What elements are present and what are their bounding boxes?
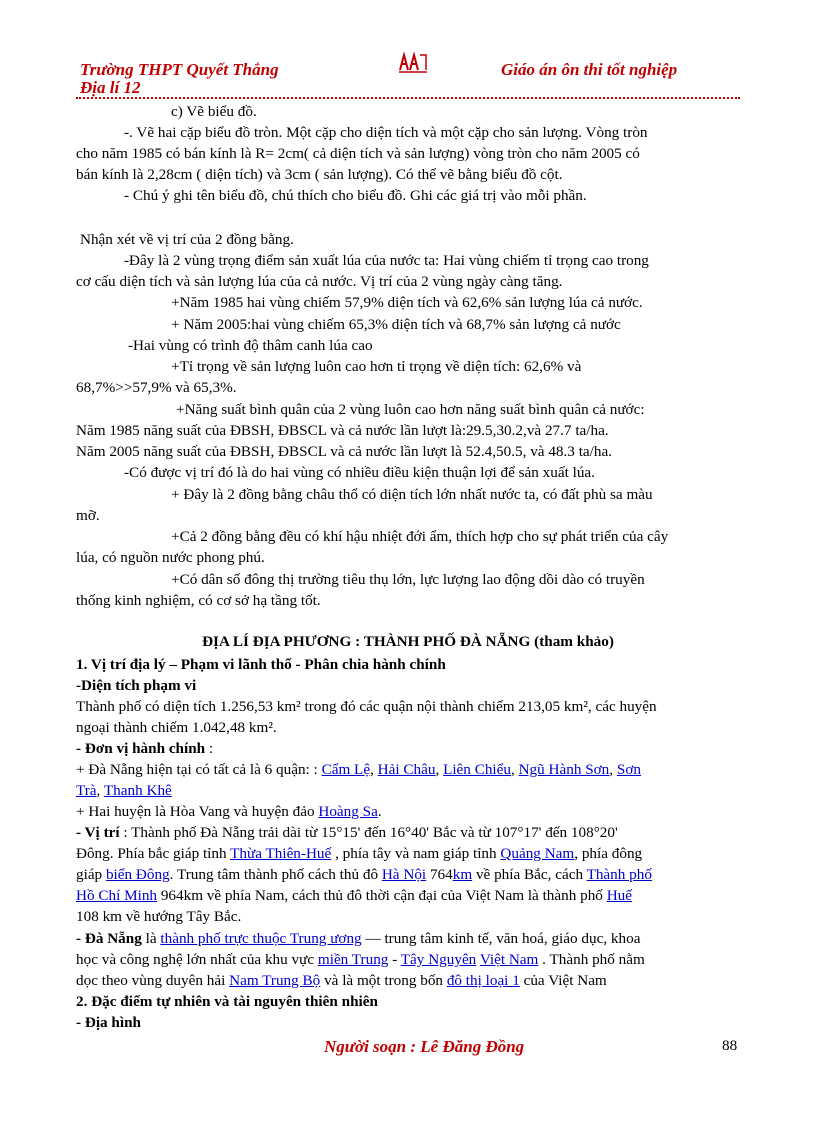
link-hue[interactable]: Huế (606, 887, 633, 904)
text-line: +Cả 2 đồng bằng đều có khí hậu nhiệt đới ẩm, thích hợp cho sự phát triển của cây (171, 528, 669, 545)
link-ha-noi[interactable]: Hà Nội (381, 866, 427, 883)
link-cam-le[interactable]: Cẩm Lệ (321, 761, 371, 778)
text-line: thống kinh nghiệm, có cơ sở hạ tầng tốt. (76, 592, 321, 609)
text-line: lúa, có nguồn nước phong phú. (76, 549, 265, 566)
link-thanh-pho-truc-thuoc[interactable]: thành phố trực thuộc Trung ương (160, 930, 362, 947)
text-line: Thành phố có diện tích 1.256,53 km² trong đó các quận nội thành chiếm 213,05 km², các huyện (76, 698, 657, 715)
text-line: 68,7%>>57,9% và 65,3%. (76, 379, 237, 396)
link-do-thi-loai-1[interactable]: đô thị loại 1 (446, 972, 520, 989)
location-line-3: giáp biển Đông. Trung tâm thành phố cách thủ đô Hà Nội 764km về phía Bắc, cách Thành phố (76, 866, 652, 883)
book-logo-icon (398, 52, 428, 74)
heading-1: 1. Vị trí địa lý – Phạm vi lãnh thổ - Phân chia hành chính (76, 656, 446, 673)
link-km[interactable]: km (452, 866, 473, 883)
section-title: ĐỊA LÍ ĐỊA PHƯƠNG : THÀNH PHỐ ĐÀ NẴNG (tham khảo) (202, 633, 614, 650)
districts-line-2: Trà, Thanh Khê (76, 782, 172, 799)
link-quang-nam[interactable]: Quảng Nam (500, 845, 575, 862)
link-hai-chau[interactable]: Hải Châu (377, 761, 436, 778)
link-ngu-hanh-son[interactable]: Ngũ Hành Sơn (518, 761, 610, 778)
counties-line: + Hai huyện là Hòa Vang và huyện đảo Hoàng Sa. (76, 803, 382, 820)
districts-line: + Đà Nẵng hiện tại có tất cả là 6 quận: : Cẩm Lệ, Hải Châu, Liên Chiểu, Ngũ Hành Sơn, Sơn (76, 761, 641, 778)
text-line: Năm 2005 năng suất của ĐBSH, ĐBSCL và cả nước lần lượt là 52.4,50.5, và 48.3 ta/ha. (76, 443, 613, 460)
link-son-tra[interactable]: Sơn (616, 761, 641, 778)
text-line: +Có dân số đông thị trường tiêu thụ lớn, lực lượng lao động dồi dào có truyền (171, 571, 645, 588)
link-mien-trung[interactable]: miền Trung (317, 951, 389, 968)
link-nam-trung-bo[interactable]: Nam Trung Bộ (229, 972, 321, 989)
header-divider (76, 97, 740, 99)
text-line: - Chú ý ghi tên biểu đồ, chú thích cho biểu đồ. Ghi các giá trị vào mỗi phần. (124, 187, 587, 204)
text-line: bán kính là 2,28cm ( diện tích) và 3cm ( sản lượng). Có thể vẽ bằng biểu đồ cột. (76, 166, 563, 183)
location-line-2: Đông. Phía bắc giáp tỉnh Thừa Thiên-Huế , phía tây và nam giáp tỉnh Quảng Nam, phía đông (76, 845, 643, 862)
location-line-4: Hồ Chí Minh 964km về phía Nam, cách thủ đô thời cận đại của Việt Nam là thành phố Huế (76, 887, 633, 904)
text-line: -Có được vị trí đó là do hai vùng có nhiều điều kiện thuận lợi để sản xuất lúa. (124, 464, 595, 481)
link-ho-chi-minh[interactable]: Hồ Chí Minh (76, 887, 158, 904)
location-line: - Vị trí : Thành phố Đà Nẵng trải dài từ 15°15' đến 16°40' Bắc và từ 107°17' đến 108°20' (76, 824, 618, 841)
header-school: Trường THPT Quyết Thắng (80, 60, 279, 79)
text-line: ngoại thành chiếm 1.042,48 km². (76, 719, 277, 736)
subheading-admin: - Đơn vị hành chính : (76, 740, 214, 757)
danang-line: - Đà Nẵng là thành phố trực thuộc Trung ương — trung tâm kinh tế, văn hoá, giáo dục, khoa (76, 930, 641, 947)
footer-author: Người soạn : Lê Đăng Đồng (324, 1037, 525, 1056)
text-line: c) Vẽ biểu đồ. (171, 103, 257, 120)
link-thanh-pho[interactable]: Thành phố (586, 866, 652, 883)
text-line: mỡ. (76, 507, 100, 524)
text-line: -Hai vùng có trình độ thâm canh lúa cao (128, 337, 373, 354)
header-doc-title: Giáo án ôn thi tốt nghiệp (501, 60, 678, 79)
text-line: 108 km về hướng Tây Bắc. (76, 908, 242, 925)
link-tay-nguyen[interactable]: Tây Nguyên (400, 951, 477, 968)
subheading-area: -Diện tích phạm vi (76, 677, 197, 694)
header-subject: Địa lí 12 (80, 78, 141, 97)
text-line: -Đây là 2 vùng trọng điểm sản xuất lúa của nước ta: Hai vùng chiếm tỉ trọng cao trong (124, 252, 649, 269)
link-thua-thien-hue[interactable]: Thừa Thiên-Huế (230, 845, 332, 862)
danang-line-2: học và công nghệ lớn nhất của khu vực miền Trung - Tây Nguyên Việt Nam . Thành phố nằm (76, 951, 645, 968)
link-thanh-khe[interactable]: Thanh Khê (103, 782, 172, 799)
page-number: 88 (722, 1037, 738, 1054)
danang-line-3: dọc theo vùng duyên hải Nam Trung Bộ và là một trong bốn đô thị loại 1 của Việt Nam (76, 972, 607, 989)
link-viet-nam[interactable]: Việt Nam (479, 951, 539, 968)
link-son-tra-2[interactable]: Trà (76, 782, 97, 799)
text-line: +Năng suất bình quân của 2 vùng luôn cao hơn năng suất bình quân cả nước: (176, 401, 645, 418)
text-line: -. Vẽ hai cặp biểu đồ tròn. Một cặp cho diện tích và một cặp cho sản lượng. Vòng tròn (124, 124, 648, 141)
text-line: Năm 1985 năng suất của ĐBSH, ĐBSCL và cả nước lần lượt là:29.5,30.2,và 27.7 ta/ha. (76, 422, 609, 439)
subheading-terrain: - Địa hình (76, 1014, 141, 1031)
text-line: +Tỉ trọng về sản lượng luôn cao hơn tỉ trọng về diện tích: 62,6% và (171, 358, 582, 375)
text-line: cơ cấu diện tích và sản lượng lúa của cả nước. Vị trí của 2 vùng ngày càng tăng. (76, 273, 563, 290)
text-line: + Năm 2005:hai vùng chiếm 65,3% diện tích và 68,7% sản lượng cả nước (171, 316, 621, 333)
text-line: + Đây là 2 đồng bằng châu thổ có diện tích lớn nhất nước ta, có đất phù sa màu (171, 486, 653, 503)
text-line: cho năm 1985 có bán kính là R= 2cm( cả diện tích và sản lượng) vòng tròn cho năm 2005 có (76, 145, 640, 162)
link-hoang-sa[interactable]: Hoàng Sa (318, 803, 378, 820)
text-line: +Năm 1985 hai vùng chiếm 57,9% diện tích và 62,6% sản lượng lúa cả nước. (171, 294, 643, 311)
link-bien-dong[interactable]: biển Đông (105, 866, 170, 883)
heading-2: 2. Đặc điểm tự nhiên và tài nguyên thiên nhiên (76, 993, 378, 1010)
link-lien-chieu[interactable]: Liên Chiểu (443, 761, 511, 778)
text-line: Nhận xét về vị trí của 2 đồng bằng. (80, 231, 294, 248)
